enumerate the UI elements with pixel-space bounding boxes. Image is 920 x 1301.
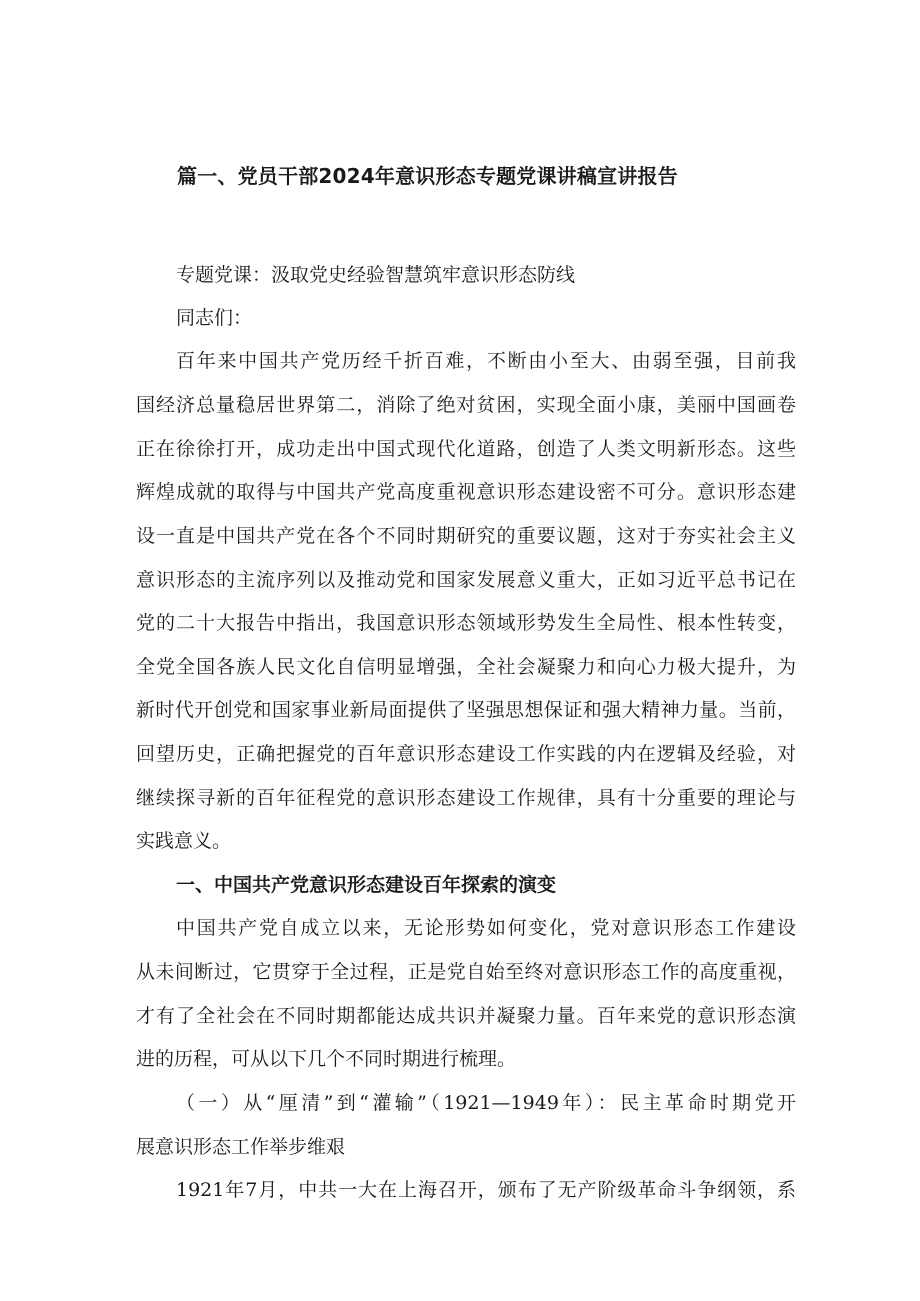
section-heading: 一、中国共产党意识形态建设百年探索的演变 bbox=[176, 874, 557, 896]
paragraph-line: 实践意义。 bbox=[136, 830, 232, 852]
paragraph-line: 辉煌成就的取得与中国共产党高度重视意识形态建设密不可分。意识形态建 bbox=[136, 481, 796, 503]
paragraph-line: 国经济总量稳居世界第二，消除了绝对贫困，实现全面小康，美丽中国画卷 bbox=[136, 394, 796, 416]
document-title: 篇一、党员干部2024年意识形态专题党课讲稿宣讲报告 bbox=[177, 164, 678, 188]
paragraph-line: 党的二十大报告中指出，我国意识形态领域形势发生全局性、根本性转变， bbox=[136, 612, 796, 634]
paragraph-line: 设一直是中国共产党在各个不同时期研究的重要议题，这对于夯实社会主义 bbox=[136, 525, 796, 547]
paragraph-line: 正在徐徐打开，成功走出中国式现代化道路，创造了人类文明新形态。这些 bbox=[136, 438, 796, 460]
paragraph-line: 1921年7月，中共一大在上海召开，颁布了无产阶级革命斗争纲领，系 bbox=[176, 1179, 796, 1201]
paragraph-line: 百年来中国共产党历经千折百难，不断由小至大、由弱至强，目前我 bbox=[176, 350, 796, 372]
paragraph-line: 全党全国各族人民文化自信明显增强，全社会凝聚力和向心力极大提升，为 bbox=[136, 656, 796, 678]
lecture-subtitle: 专题党课：汲取党史经验智慧筑牢意识形态防线 bbox=[176, 264, 576, 286]
salutation: 同志们： bbox=[176, 307, 253, 329]
paragraph-line: 意识形态的主流序列以及推动党和国家发展意义重大，正如习近平总书记在 bbox=[136, 569, 796, 591]
paragraph-line: 回望历史，正确把握党的百年意识形态建设工作实践的内在逻辑及经验，对 bbox=[136, 743, 796, 765]
subsection-heading: 展意识形态工作举步维艰 bbox=[136, 1136, 346, 1158]
paragraph-line: 进的历程，可从以下几个不同时期进行梳理。 bbox=[136, 1048, 517, 1070]
subsection-heading: （一）从“厘清”到“灌输”（1921—1949年）：民主革命时期党开 bbox=[176, 1092, 796, 1114]
paragraph-line: 从未间断过，它贯穿于全过程，正是党自始至终对意识形态工作的高度重视， bbox=[136, 961, 796, 983]
paragraph-line: 新时代开创党和国家事业新局面提供了坚强思想保证和强大精神力量。当前， bbox=[136, 699, 796, 721]
paragraph-line: 才有了全社会在不同时期都能达成共识并凝聚力量。百年来党的意识形态演 bbox=[136, 1005, 796, 1027]
paragraph-line: 继续探寻新的百年征程党的意识形态建设工作规律，具有十分重要的理论与 bbox=[136, 787, 796, 809]
paragraph-line: 中国共产党自成立以来，无论形势如何变化，党对意识形态工作建设 bbox=[176, 917, 796, 939]
